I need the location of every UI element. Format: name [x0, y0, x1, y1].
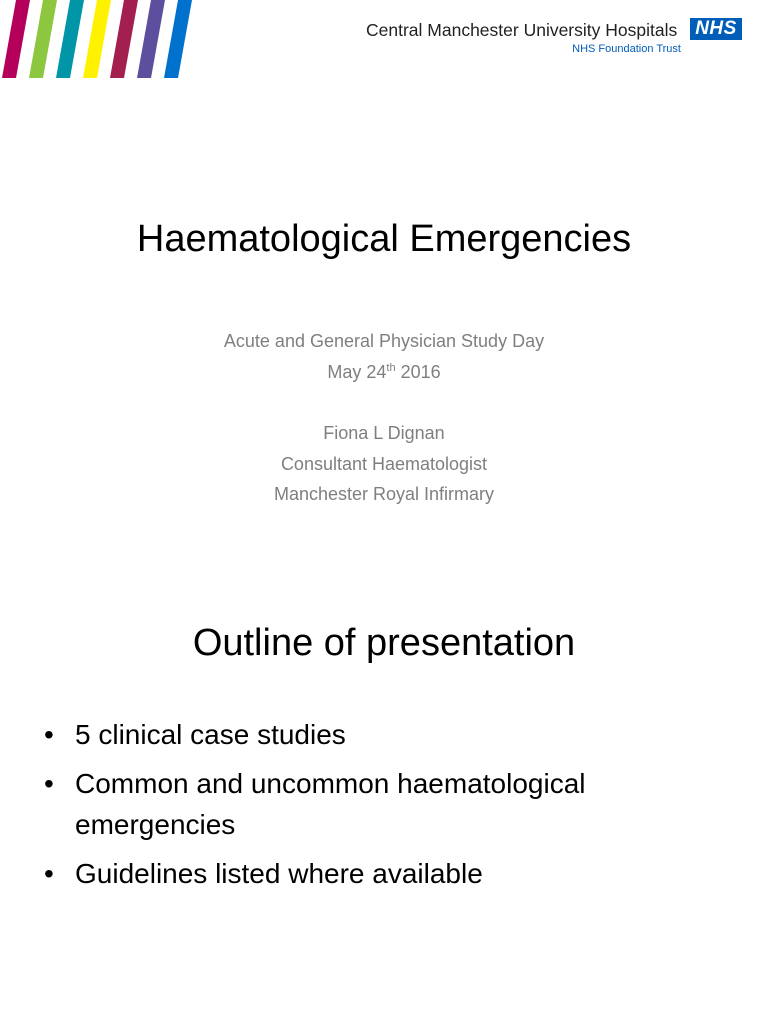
bullet-icon: •	[44, 719, 54, 750]
event-date: May 24th 2016	[327, 362, 441, 382]
bullet-item: • Common and uncommon haematological emergencies	[44, 763, 724, 845]
brand-stripes-logo	[0, 0, 200, 78]
brand-stripe	[56, 0, 84, 78]
organisation-trust: NHS Foundation Trust	[572, 43, 681, 55]
brand-stripe	[164, 0, 192, 78]
brand-stripe	[137, 0, 165, 78]
bullet-icon: •	[44, 768, 54, 799]
speaker-institution: Manchester Royal Infirmary	[273, 484, 495, 504]
bullet-icon: •	[44, 858, 54, 889]
brand-stripe	[110, 0, 138, 78]
brand-stripe	[2, 0, 30, 78]
slide-title: Outline of presentation	[192, 622, 576, 664]
date-ordinal-suffix: th	[386, 362, 396, 374]
brand-stripe	[83, 0, 111, 78]
organisation-name: Central Manchester University Hospitals	[366, 20, 678, 40]
speaker-role: Consultant Haematologist	[280, 454, 488, 474]
bullet-item: • 5 clinical case studies	[44, 714, 724, 755]
brand-stripe	[29, 0, 57, 78]
nhs-logo: NHS	[690, 18, 742, 40]
bullet-list	[44, 714, 724, 902]
speaker-name: Fiona L Dignan	[323, 423, 445, 443]
bullet-item: • Guidelines listed where available	[44, 853, 724, 894]
outline-slide	[0, 576, 768, 1024]
slide-title: Haematological Emergencies	[136, 218, 632, 260]
event-name: Acute and General Physician Study Day	[223, 331, 545, 351]
